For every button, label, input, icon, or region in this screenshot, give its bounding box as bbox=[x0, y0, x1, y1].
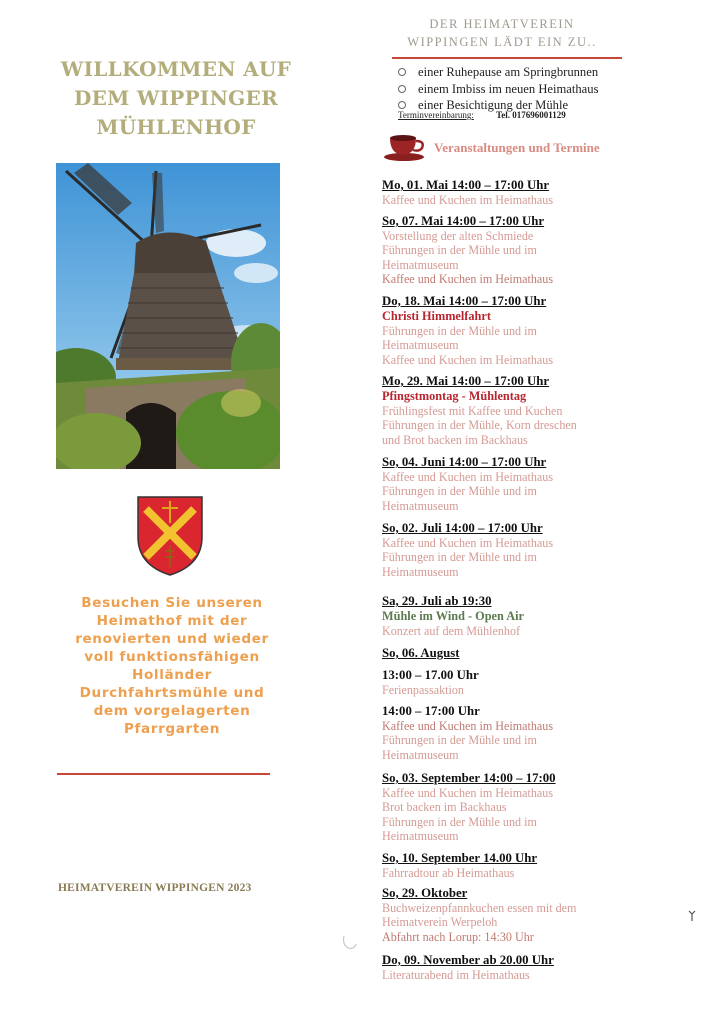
coffee-cup-icon bbox=[382, 130, 428, 162]
event-detail: und Brot backen im Backhaus bbox=[382, 432, 528, 447]
event-detail: Führungen in der Mühle und im bbox=[382, 550, 537, 565]
event-entry bbox=[382, 594, 524, 638]
event-entry bbox=[382, 374, 577, 447]
invitation-text bbox=[52, 594, 292, 738]
circle-bullet-icon bbox=[398, 101, 406, 109]
invitation-line: dem vorgelagerten bbox=[93, 703, 251, 719]
event-title: So, 29. Oktober bbox=[382, 886, 468, 900]
invitation-line: renovierten und wieder bbox=[75, 631, 269, 647]
event-entry bbox=[382, 455, 553, 513]
offer-item bbox=[398, 64, 598, 81]
circle-bullet-icon bbox=[398, 68, 406, 76]
event-detail: Literaturabend im Heimathaus bbox=[382, 968, 530, 982]
event-detail: Führungen in der Mühle, Korn dreschen bbox=[382, 418, 577, 433]
event-detail: Führungen in der Mühle und im bbox=[382, 814, 537, 829]
event-subtitle: Christi Himmelfahrt bbox=[382, 309, 491, 323]
event-detail: Führungen in der Mühle und im bbox=[382, 484, 537, 499]
event-entry bbox=[382, 521, 553, 579]
divider-line bbox=[57, 773, 270, 775]
event-detail: Kaffee und Kuchen im Heimathaus bbox=[382, 352, 554, 367]
event-detail: Abfahrt nach Lorup: 14:30 Uhr bbox=[382, 929, 534, 944]
event-detail: Heimatmuseum bbox=[382, 257, 459, 272]
offer-text: einer Besichtigung der Mühle bbox=[418, 98, 569, 112]
invitation-line: Heimathof mit der bbox=[96, 613, 248, 629]
event-detail: Heimatmuseum bbox=[382, 747, 459, 762]
contact-label: Terminvereinbarung: bbox=[398, 110, 474, 120]
event-time: 14:00 – 17:00 Uhr bbox=[382, 704, 480, 718]
event-entry bbox=[382, 668, 479, 697]
event-detail: Kaffee und Kuchen im Heimathaus bbox=[382, 536, 554, 550]
invitation-line: Pfarrgarten bbox=[123, 721, 221, 737]
event-detail: Kaffee und Kuchen im Heimathaus bbox=[382, 786, 554, 800]
scan-mark-icon bbox=[688, 910, 696, 922]
event-title: So, 02. Juli 14:00 – 17:00 Uhr bbox=[382, 521, 543, 535]
event-title: Mo, 01. Mai 14:00 – 17:00 Uhr bbox=[382, 178, 550, 192]
welcome-line: MÜHLENHOF bbox=[96, 115, 256, 139]
event-detail: Heimatverein Werpeloh bbox=[382, 915, 498, 930]
club-header-line: DER HEIMATVEREIN bbox=[429, 17, 575, 31]
event-title: Mo, 29. Mai 14:00 – 17:00 Uhr bbox=[382, 374, 550, 388]
invitation-line: voll funktionsfähigen bbox=[84, 649, 260, 665]
coat-of-arms-icon bbox=[136, 495, 204, 577]
event-title: Do, 18. Mai 14:00 – 17:00 Uhr bbox=[382, 294, 547, 308]
event-detail: Konzert auf dem Mühlenhof bbox=[382, 624, 521, 638]
event-detail: Kaffee und Kuchen im Heimathaus bbox=[382, 272, 554, 287]
events-heading: Veranstaltungen und Termine bbox=[434, 140, 600, 155]
event-entry bbox=[382, 886, 576, 944]
event-detail: Kaffee und Kuchen im Heimathaus bbox=[382, 470, 554, 484]
event-detail: Buchweizenpfannkuchen essen mit dem bbox=[382, 901, 577, 915]
event-detail: Kaffee und Kuchen im Heimathaus bbox=[382, 719, 554, 733]
contact-line bbox=[398, 110, 566, 120]
event-entry bbox=[382, 214, 553, 287]
event-entry bbox=[382, 771, 556, 844]
event-detail: Führungen in der Mühle und im bbox=[382, 324, 537, 338]
event-detail: Heimatmuseum bbox=[382, 564, 459, 579]
event-title: So, 10. September 14.00 Uhr bbox=[382, 851, 538, 865]
event-entry bbox=[382, 953, 554, 982]
event-detail: Brot backen im Backhaus bbox=[382, 800, 507, 815]
welcome-line: DEM WIPPINGER bbox=[73, 86, 279, 110]
event-title: So, 07. Mai 14:00 – 17:00 Uhr bbox=[382, 214, 545, 228]
event-subtitle: Mühle im Wind - Open Air bbox=[382, 609, 525, 623]
offer-text: einer Ruhepause am Springbrunnen bbox=[418, 65, 599, 79]
pen-scribble-icon bbox=[340, 932, 360, 952]
event-detail: Führungen in der Mühle und im bbox=[382, 243, 537, 258]
welcome-title bbox=[40, 55, 312, 142]
event-detail: Führungen in der Mühle und im bbox=[382, 733, 537, 748]
offers-list bbox=[398, 64, 598, 114]
event-title: So, 03. September 14:00 – 17:00 bbox=[382, 771, 556, 785]
header-divider bbox=[392, 57, 622, 59]
event-detail: Fahrradtour ab Heimathaus bbox=[382, 866, 515, 880]
event-title: So, 04. Juni 14:00 – 17:00 Uhr bbox=[382, 455, 547, 469]
event-entry bbox=[382, 646, 460, 661]
event-detail: Heimatmuseum bbox=[382, 829, 459, 844]
event-entry bbox=[382, 704, 553, 762]
event-time: 13:00 – 17.00 Uhr bbox=[382, 668, 479, 682]
invitation-line: Durchfahrtsmühle und bbox=[79, 685, 265, 701]
event-title: Do, 09. November ab 20.00 Uhr bbox=[382, 953, 554, 967]
event-title: So, 06. August bbox=[382, 646, 460, 660]
invitation-line: Besuchen Sie unseren bbox=[81, 595, 263, 611]
offer-text: einem Imbiss im neuen Heimathaus bbox=[418, 81, 599, 96]
event-detail: Ferienpassaktion bbox=[382, 683, 464, 697]
event-detail: Frühlingsfest mit Kaffee und Kuchen bbox=[382, 404, 563, 418]
contact-phone: Tel. 017696001129 bbox=[496, 110, 566, 120]
event-entry bbox=[382, 178, 553, 207]
event-entry bbox=[382, 851, 537, 880]
invitation-line: Holländer bbox=[132, 667, 212, 683]
event-entry bbox=[382, 294, 553, 367]
welcome-line: WILLKOMMEN AUF bbox=[60, 57, 292, 81]
circle-bullet-icon bbox=[398, 85, 406, 93]
event-title: Sa, 29. Juli ab 19:30 bbox=[382, 594, 492, 608]
event-detail: Kaffee und Kuchen im Heimathaus bbox=[382, 193, 554, 207]
offer-item bbox=[398, 81, 598, 98]
event-detail: Heimatmuseum bbox=[382, 338, 459, 353]
event-detail: Vorstellung der alten Schmiede bbox=[382, 229, 534, 243]
windmill-photo bbox=[56, 163, 280, 469]
footer-club-name: HEIMATVEREIN WIPPINGEN 2023 bbox=[58, 882, 252, 894]
event-detail: Heimatmuseum bbox=[382, 498, 459, 513]
club-header-line: WIPPINGEN LÄDT EIN ZU.. bbox=[407, 35, 597, 49]
club-header bbox=[380, 15, 624, 51]
event-subtitle: Pfingstmontag - Mühlentag bbox=[382, 389, 527, 403]
